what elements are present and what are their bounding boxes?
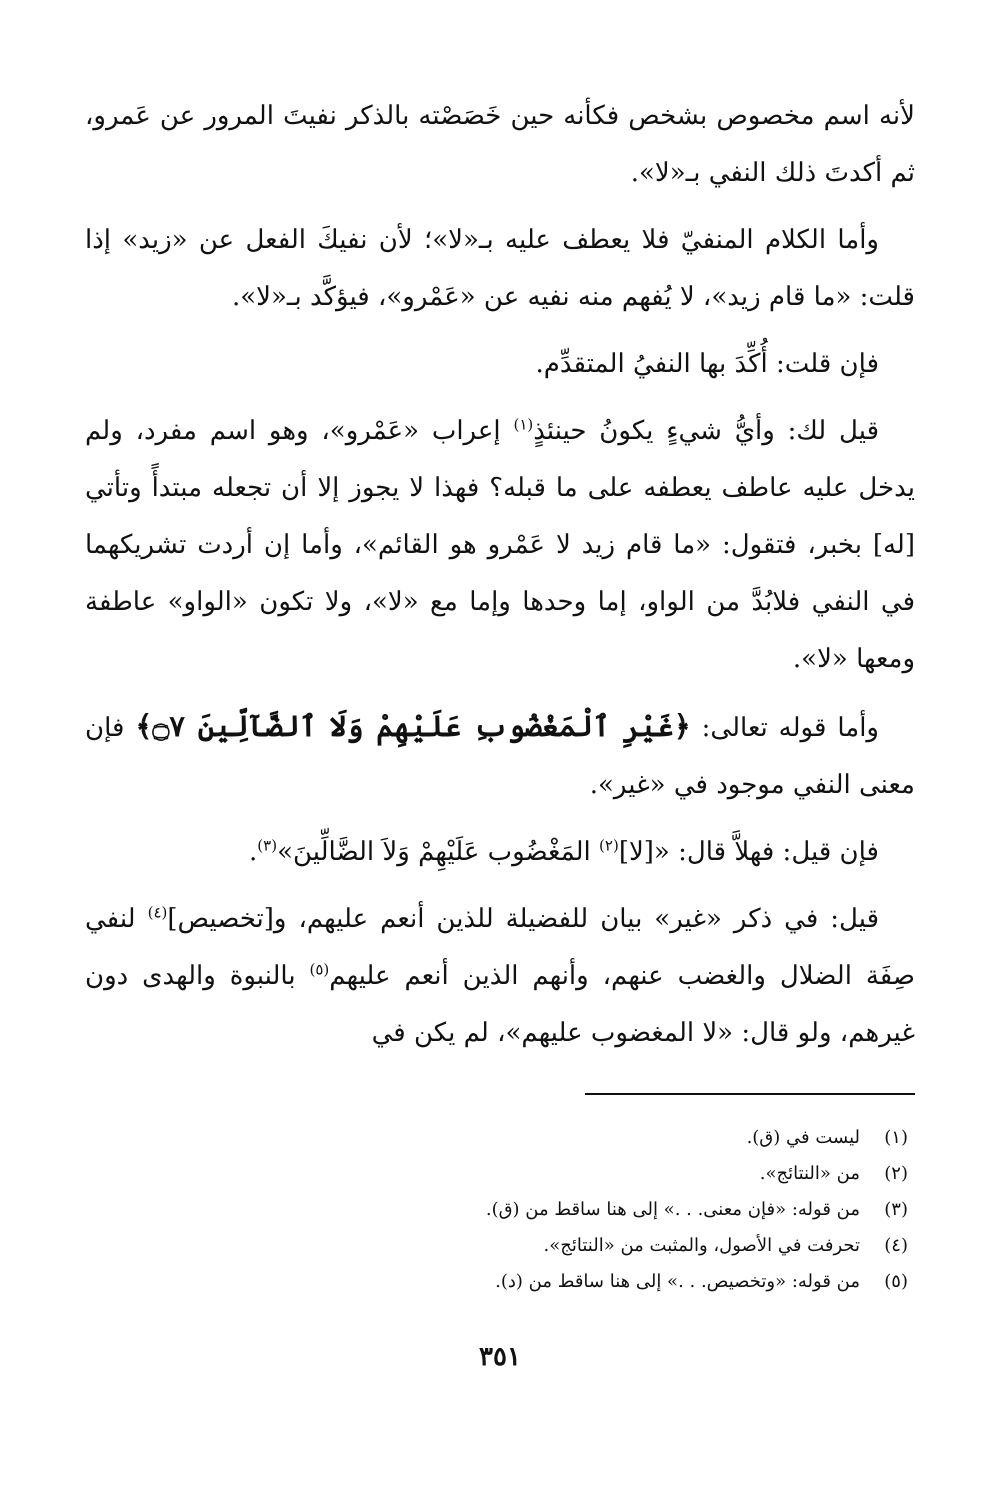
paragraph-2: وأما الكلام المنفيّ فلا يعطف عليه بـ«لا»؛ لأن نفيكَ الفعل عن «زيد» إذا قلت: «ما قام زيد»، لا يُفهم منه نفيه عن «عَمْرو»، فيؤكَّد بـ«لا». (85, 225, 915, 312)
footnote-3 (85, 1192, 908, 1228)
footnote-marker-5[interactable]: (٥) (309, 960, 330, 979)
footnotes (85, 1120, 908, 1300)
main-text (85, 88, 915, 1072)
paragraph-3: فإن قلت: أُكِّدَ بها النفيُ المتقدِّم. (535, 349, 879, 379)
footnote-5 (85, 1264, 908, 1300)
paragraph-6: فإن قيل: فهلاَّ قال: «[لا]$^{(٢)}$ المَغْضُوب عَلَيْهِمْ وَلاَ الضَّالِّينَ»$^{(٣)}$. (249, 836, 879, 867)
footnote-marker-2[interactable]: (٢) (599, 836, 619, 855)
footnote-number: (١) (884, 1127, 908, 1148)
footnote-4 (85, 1228, 908, 1264)
footnote-marker-3[interactable]: (٣) (257, 836, 278, 855)
footnote-2 (85, 1156, 908, 1192)
footnote-text: من قوله: «وتخصيص. . .» إلى هنا ساقط من (د). (495, 1271, 860, 1292)
footnote-text: من قوله: «فإن معنى. . .» إلى هنا ساقط من (ق). (485, 1199, 860, 1220)
page-number: ٣٥١ (479, 1342, 521, 1372)
paragraph-7: قيل: في ذكر «غير» بيان للفضيلة للذين أنعم عليهم، و[تخصيص]$^{(٤)}$ لنفي صِفَة الضلال والغضب عنهم، وأنهم الذين أنعم عليهم$^{(٥)}$ بالنبوة والهدى دون غيرهم، ولو قال: «لا المغضوب عليهم»، لم يكن في (85, 903, 916, 1048)
footnote-1 (85, 1120, 908, 1156)
footnote-number: (٢) (884, 1163, 908, 1184)
paragraph-5: وأما قوله تعالى: ﴿غَيْرِ ٱلْمَغْضُوبِ عَلَيْهِمْ وَلَا ٱلضَّآلِّينَ ۝٧﴾ فإن معنى النفي موجود في «غير». (85, 709, 915, 800)
footnote-number: (٤) (884, 1235, 908, 1256)
footnote-marker-4[interactable]: (٤) (147, 903, 168, 922)
footnote-number: (٣) (884, 1199, 908, 1220)
footnote-text: ليست في (ق). (746, 1127, 860, 1148)
footnote-text: من «النتائج». (759, 1163, 860, 1184)
footnote-separator (585, 1093, 915, 1095)
footnote-number: (٥) (884, 1271, 908, 1292)
paragraph-4: قيل لك: وأيُّ شيءٍ يكونُ حينئذٍ$^{(١)}$ إعراب «عَمْرو»، وهو اسم مفرد، ولم يدخل عليه عاطف يعطفه على ما قبله؟ فهذا لا يجوز إلا أن تجعله مبتدأً وتأتي [له] بخبر، فتقول: «ما قام زيد لا عَمْرو هو القائم»، وأما إن أردت تشريكهما في النفي فلابُدَّ من الواو، إما وحدها وإما مع «لا»، ولا تكون «الواو» عاطفة ومعها «لا». (85, 415, 915, 674)
paragraph-1: لأنه اسم مخصوص بشخص فكأنه حين خَصَصْته بالذكر نفيتَ المرور عن عَمرو، ثم أكدتَ ذلك النفي بـ«لا». (85, 101, 915, 188)
footnote-text: تحرفت في الأصول، والمثبت من «النتائج». (543, 1235, 860, 1256)
quran-verse: ﴿غَيْرِ ٱلْمَغْضُوبِ عَلَيْهِمْ وَلَا ٱلضَّآلِّينَ ۝٧﴾ (135, 709, 691, 743)
footnote-marker-1[interactable]: (١) (513, 415, 534, 434)
